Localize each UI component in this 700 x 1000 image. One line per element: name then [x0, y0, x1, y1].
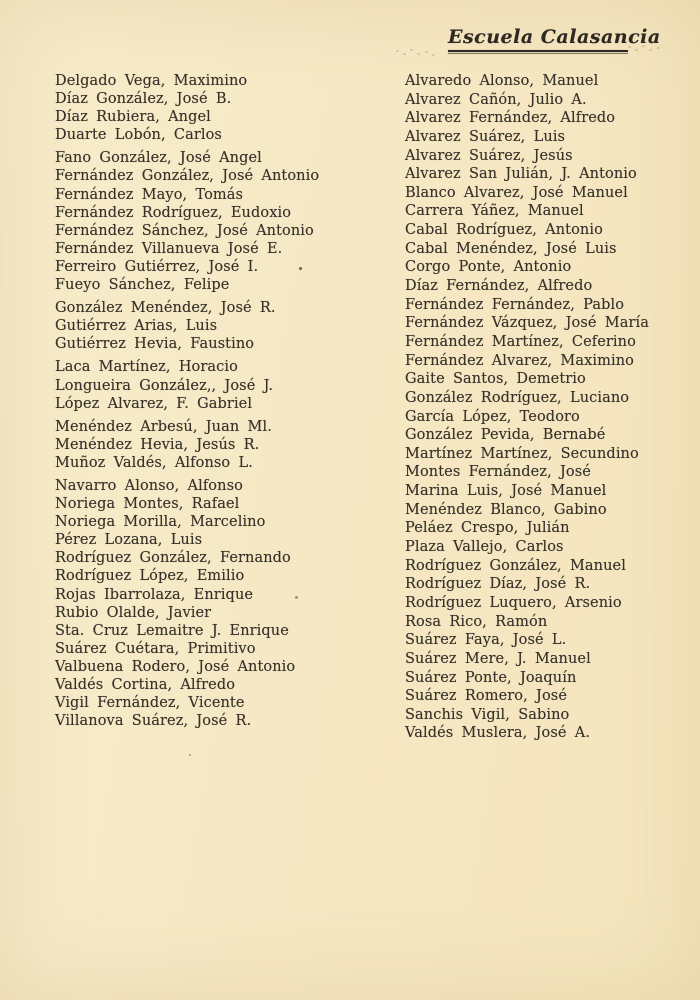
scan-smudge [628, 40, 668, 56]
name-entry: Navarro Alonso, Alfonso [55, 477, 243, 494]
name-entry: González Rodríguez, Luciano [405, 389, 630, 406]
name-entry: Suárez Romero, José [405, 688, 567, 705]
name-entry: Carrera Yáñez, Manuel [405, 203, 584, 220]
name-entry: Rosa Rico, Ramón [405, 613, 548, 630]
name-entry: Noriega Morilla, Marcelino [55, 514, 266, 531]
name-entry: Fano González, José Angel [55, 150, 262, 167]
name-entry: Laca Martínez, Horacio [55, 359, 238, 376]
name-column-right [405, 72, 695, 743]
name-entry: Blanco Alvarez, José Manuel [405, 184, 628, 201]
name-entry: Suárez Ponte, Joaquín [405, 669, 577, 686]
name-entry: Fernández Villanueva José E. [55, 240, 283, 257]
name-entry: Rodríguez Díaz, José R. [405, 576, 591, 593]
name-entry: Alvarez San Julián, J. Antonio [405, 166, 637, 183]
name-entry: Vigil Fernández, Vicente [55, 695, 245, 712]
name-entry: Cabal Menéndez, José Luis [405, 240, 617, 257]
name-entry: Díaz Rubiera, Angel [55, 109, 211, 126]
ink-speck [295, 596, 298, 599]
name-entry: Rodríguez González, Manuel [405, 557, 626, 574]
name-entry: Alvarez Cañón, Julio A. [405, 91, 587, 108]
name-entry: Delgado Vega, Maximino [55, 73, 248, 89]
name-entry: Peláez Crespo, Julián [405, 520, 570, 537]
header-underline-thin [448, 53, 628, 54]
name-entry: Díaz González, José B. [55, 91, 232, 108]
name-entry: Fernández Mayo, Tomás [55, 186, 244, 203]
name-entry: García López, Teodoro [405, 408, 580, 425]
name-column-left [55, 72, 390, 730]
name-entry: Villanova Suárez, José R. [55, 713, 252, 730]
name-entry: Rodríguez Luquero, Arsenio [405, 594, 622, 611]
name-entry: Gaite Santos, Demetrio [405, 371, 586, 388]
page-header [448, 26, 661, 54]
name-entry: Fernández Alvarez, Maximino [405, 352, 634, 369]
name-entry: Díaz Fernández, Alfredo [405, 278, 593, 295]
name-entry: Martínez Martínez, Secundino [405, 445, 639, 462]
header-underline-thick [448, 50, 628, 52]
name-entry: González Menéndez, José R. [55, 300, 276, 317]
name-entry: Muñoz Valdés, Alfonso L. [55, 454, 253, 471]
name-entry: Fernández Sánchez, José Antonio [55, 222, 314, 239]
name-entry: Alvarez Fernández, Alfredo [405, 110, 616, 127]
name-entry: Fueyo Sánchez, Felipe [55, 277, 230, 294]
name-entry: Gutiérrez Arias, Luis [55, 318, 218, 335]
name-entry: Sta. Cruz Lemaitre J. Enrique [55, 622, 289, 639]
name-entry: Fernández Martínez, Ceferino [405, 333, 636, 350]
name-entry: Rodríguez López, Emilio [55, 568, 245, 585]
name-entry: Alvarez Suárez, Luis [405, 128, 566, 145]
name-entry: Valdés Muslera, José A. [405, 725, 591, 742]
scan-smudge [396, 44, 442, 58]
name-entry: Plaza Vallejo, Carlos [405, 539, 564, 556]
ink-speck [189, 754, 191, 756]
name-entry: Rubio Olalde, Javier [55, 604, 212, 621]
name-entry: Duarte Lobón, Carlos [55, 127, 222, 144]
name-entry: López Alvarez, F. Gabriel [55, 395, 253, 412]
name-entry: Rojas Ibarrolaza, Enrique [55, 586, 254, 603]
name-entry: Noriega Montes, Rafael [55, 496, 240, 513]
name-entry: Gutiérrez Hevia, Faustino [55, 336, 255, 353]
name-entry: Suárez Cuétara, Primitivo [55, 640, 256, 657]
name-entry: Sanchis Vigil, Sabino [405, 706, 570, 723]
name-entry: Fernández González, José Antonio [55, 168, 320, 185]
name-entry: Suárez Mere, J. Manuel [405, 650, 591, 667]
name-entry: Marina Luis, José Manuel [405, 483, 607, 500]
name-entry: Corgo Ponte, Antonio [405, 259, 572, 276]
name-entry: Pérez Lozana, Luis [55, 532, 203, 549]
name-entry: Alvarez Suárez, Jesús [405, 147, 573, 164]
name-entry: Menéndez Blanco, Gabino [405, 501, 607, 518]
name-entry: Fernández Fernández, Pablo [405, 296, 625, 313]
page-title: Escuela Calasancia [448, 26, 661, 48]
name-entry: Valdés Cortina, Alfredo [55, 677, 236, 693]
name-entry: Longueira González,, José J. [55, 377, 274, 394]
name-entry: González Pevida, Bernabé [405, 427, 606, 444]
name-entry: Montes Fernández, José [405, 464, 591, 481]
ink-speck [299, 267, 302, 270]
name-entry: Suárez Faya, José L. [405, 632, 567, 649]
name-entry: Ferreiro Gutiérrez, José I. [55, 258, 259, 275]
name-entry: Rodríguez González, Fernando [55, 550, 291, 567]
name-entry: Fernández Vázquez, José María [405, 315, 649, 332]
name-entry: Cabal Rodríguez, Antonio [405, 222, 603, 239]
name-entry: Menéndez Hevia, Jesús R. [55, 436, 260, 453]
name-entry: Alvaredo Alonso, Manuel [405, 73, 599, 89]
name-entry: Menéndez Arbesú, Juan Ml. [55, 418, 272, 435]
name-entry: Valbuena Rodero, José Antonio [55, 658, 296, 675]
name-entry: Fernández Rodríguez, Eudoxio [55, 204, 292, 221]
